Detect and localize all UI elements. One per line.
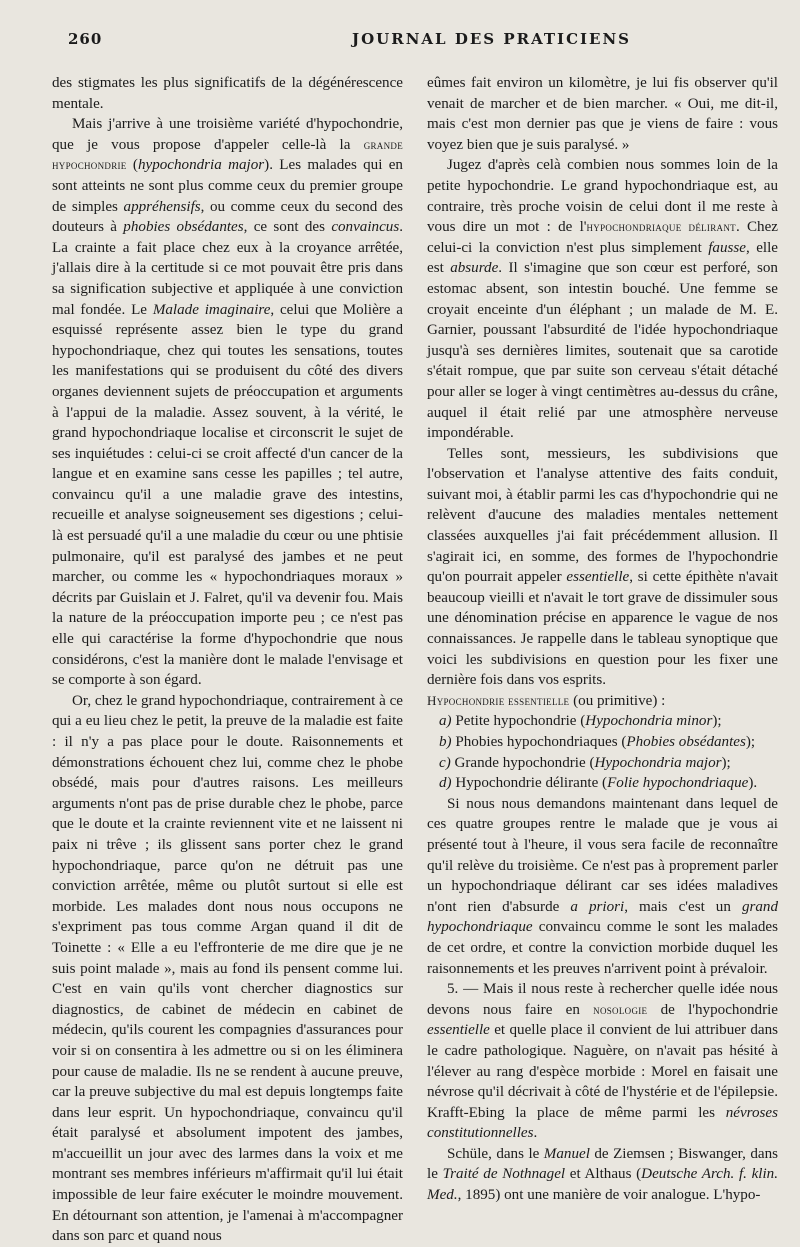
page-number: 260: [68, 30, 103, 48]
list-item: d) Hypochondrie délirante (Folie hypochondriaque).: [439, 775, 758, 792]
paragraph: Si nous nous demandons maintenant dans lequel de ces quatre groupes rentre le malade que je vous ai présenté tout à l'heure, il vous sera facile de reconnaître qu'il relève du troisième. Ce n'est pas à proprement parler un hypochondriaque délirant car ses idées maladives n'ont rien d'absurde a priori, mais c'est un grand hypochondriaque convaincu comme le sont les malades de cet ordre, et contre la conviction morbide duquel les raisonnements et les preuves n'arrivent point à prévaloir.: [427, 795, 779, 977]
paragraph: Jugez d'après celà combien nous sommes loin de la petite hypochondrie. Le grand hypochondriaque est, au contraire, très proche voisin de celui dont il me reste à vous dire un mot : de l'hypochondriaque délirant. Chez celui-ci la conviction n'est plus simplement fausse, elle est absurde. Il s'imagine que son cœur est perforé, son estomac absent, son intestin bouché. Une femme se croyait enceinte d'un éléphant ; un malade de M. E. Garnier, poussant l'absurdité de l'idée hypochondriaque jusqu'à ses dernières limites, soutenait que sa carotide s'était rompue, que par suite son cerveau s'était détaché pour aller se loger à vingt centimètres au-dessus du crâne, auquel il était relié par une atmosphère nerveuse impondérable.: [427, 157, 778, 442]
paragraph: Mais j'arrive à une troisième variété d'hypochondrie, que je vous propose d'appeler celle-là la grande hypochondrie (hypochondria major). Les malades qui en sont atteints ne sont plus comme ceux du premier groupe de simples appréhensifs, ou comme ceux du second des douteurs à phobies obsédantes, ce sont des convaincus. La crainte a fait place chez eux à la croyance arrêtée, j'allais dire à la certitude si ce mot pouvait être pris dans sa signification subjective et appliquée à une conviction mal fondée. Le Malade imaginaire, celui que Molière a esquissé représente assez bien le type du grand hypochondriaque, chez qui toutes les sensations, toutes les manifestations qui se produisent du côté des divers organes deviennent sujets de préoccupation et arguments à l'appui de la maladie. Assez souvent, à la vérité, le grand hypochondriaque localise et circonscrit le sujet de ses inquiétudes : celui-ci se croit affecté d'un cancer de la langue et en examine sans cesse les papilles ; tel autre, convaincu qu'il a une maladie grave des intestins, recueille et analyse soigneusement ses digestions ; celui-là est persuadé qu'il a une maladie du cœur ou une phtisie pulmonaire, qu'il est paralysé des jambes et ne peut marcher, ou comme les « hypochondriaques moraux » décrits par Guislain et J. Falret, qu'il va devenir fou. Mais la nature de la préoccupation importe peu ; ce n'est pas elle qui caractérise la forme d'hypochondrie que nous considérons, c'est la manière dont le malade l'envisage et se comporte à son égard.: [52, 116, 403, 689]
right-column: [427, 73, 778, 1247]
paragraph: des stigmates les plus significatifs de la dégénérescence mentale.: [52, 75, 403, 112]
running-header: [52, 28, 778, 50]
paragraph: Telles sont, messieurs, les subdivisions que l'observation et l'analyse attentive des faits conduit, suivant moi, à établir parmi les cas d'hypochondrie qui ne relèvent d'aucune des maladies mentales nettement classées auxquelles j'ai fait précédemment allusion. Il s'agirait ici, en somme, des formes de l'hypochondrie qu'on pourrait appeler essentielle, si cette épithète n'avait beaucoup vieilli et n'avait le tort grave de dissimuler sous une dénomination précise en apparence le vague de nos connaissances. Je rappelle dans le tableau synoptique que voici les subdivisions en question pour les fixer une dernière fois dans vos esprits.: [427, 445, 779, 689]
list-item: a) Petite hypochondrie (Hypochondria minor);: [439, 713, 722, 730]
list-item: b) Phobies hypochondriaques (Phobies obsédantes);: [439, 734, 756, 750]
paragraph: 5. — Mais il nous reste à rechercher quelle idée nous devons nous faire en nosologie de l'hypochondrie essentielle et quelle place il convient de lui attribuer dans le cadre pathologique. Naguère, on n'avait pas hésité à l'élever au rang d'espèce morbide : Morel en faisait une névrose qu'il décrivait à côté de l'hystérie et de l'épilepsie. Krafft-Ebing la place de même parmi les névroses constitutionnelles.: [427, 981, 779, 1142]
journal-title: JOURNAL DES PRATICIENS: [352, 30, 631, 48]
paragraph: Or, chez le grand hypochondriaque, contrairement à ce qui a eu lieu chez le petit, la preuve de la maladie est faite : il n'y a pas place pour le doute. Raisonnements et démonstrations échouent chez lui, comme chez le phobe obsédé, mais pour d'autres raisons. Les meilleurs arguments n'ont pas de prise durable chez le phobe, parce que le doute et la crainte reviennent vite et ne laissent ni paix ni trêve ; ils glissent sans porter chez le grand hypochondriaque, parce qu'on ne détruit pas une conviction arrêtée, même ou plutôt surtout si elle est morbide. Les malades dont nous nous occupons ne s'expriment pas tous comme Argan quand il dit de Toinette : « Elle a eu l'effronterie de me dire que je ne suis point malade », mais au fond ils pensent comme lui. C'est en vain qu'ils vont chercher diagnostics sur diagnostics, de cabinet de médecin en cabinet de médecin, qu'ils courent les compagnies d'assurances pour voir si on consentira à les admettre ou si on les éliminera pour cause de maladie. Ils ne se rendent à aucune preuve, car la preuve subjective du mal est depuis longtemps faite dans leur esprit. Un hypochondriaque, convaincu qu'il était paralysé et absolument impotent des jambes, m'accueillit un jour avec des larmes dans la voix et me montrant ses membres inférieurs m'affirmait qu'il lui était impossible de leur faire exécuter le moindre mouvement. En détournant son attention, je l'amenai à m'accompagner dans son parc et quand nous: [52, 692, 403, 1245]
left-column: [52, 73, 403, 1247]
text-columns: [52, 73, 778, 1247]
paragraph: eûmes fait environ un kilomètre, je lui fis observer qu'il venait de marcher et de bien marcher. « Oui, me dit-il, mais c'est mon dernier pas que je viens de faire : vous voyez bien que je suis paralysé. »: [427, 75, 778, 153]
classification-heading: Hypochondrie essentielle (ou primitive) :: [427, 692, 666, 709]
paragraph: Schüle, dans le Manuel de Ziemsen ; Biswanger, dans le Traité de Nothnagel et Althaus (Deutsche Arch. f. klin. Med., 1895) ont une manière de voir analogue. L'hypo-: [427, 1145, 779, 1204]
list-item: c) Grande hypochondrie (Hypochondria major);: [439, 754, 731, 771]
